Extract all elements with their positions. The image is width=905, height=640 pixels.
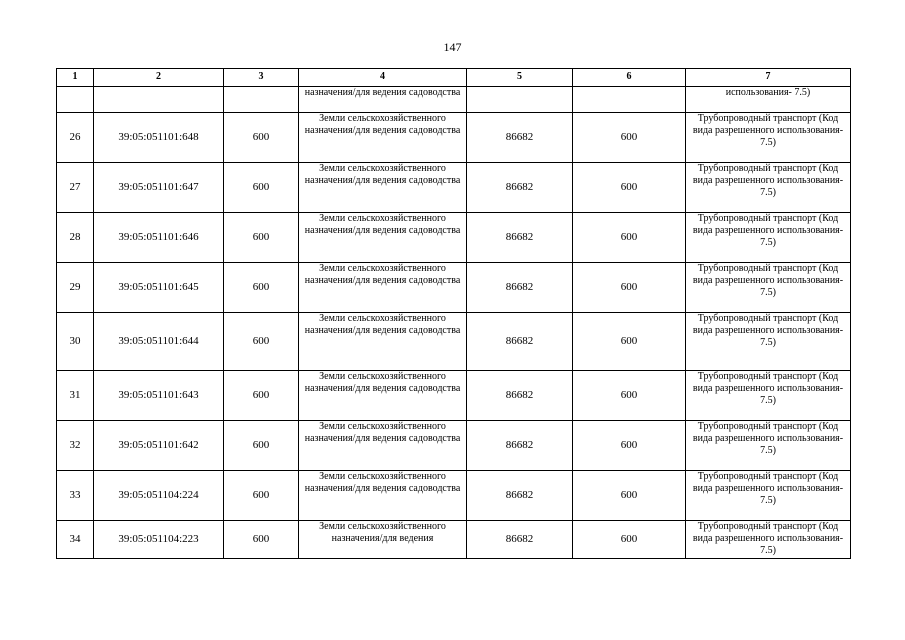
cell-category: Земли сельскохозяйственного назначения/для ведения садоводства [299, 263, 467, 313]
page-number: 147 [443, 40, 462, 54]
cell-cadastral: 39:05:051104:224 [94, 471, 224, 521]
cell-area: 600 [224, 263, 299, 313]
header-col-4: 4 [299, 69, 467, 87]
header-col-2: 2 [94, 69, 224, 87]
table-row [57, 371, 851, 421]
cell-val5: 86682 [467, 371, 573, 421]
cell-area: 600 [224, 213, 299, 263]
cell-num: 29 [57, 263, 94, 313]
cell-area [224, 87, 299, 113]
land-plot-table [56, 68, 851, 559]
cell-category: Земли сельскохозяйственного назначения/для ведения садоводства [299, 421, 467, 471]
cell-cadastral: 39:05:051101:646 [94, 213, 224, 263]
table-row [57, 213, 851, 263]
cell-cadastral: 39:05:051101:642 [94, 421, 224, 471]
continuation-row [57, 87, 851, 113]
cell-cadastral: 39:05:051101:647 [94, 163, 224, 213]
table-row [57, 421, 851, 471]
cell-use: Трубопроводный транспорт (Код вида разрешенного использования- 7.5) [686, 263, 851, 313]
cell-cadastral [94, 87, 224, 113]
cell-val6: 600 [573, 521, 686, 559]
cell-val5: 86682 [467, 313, 573, 371]
cell-area: 600 [224, 163, 299, 213]
cell-area: 600 [224, 521, 299, 559]
cell-cadastral: 39:05:051101:648 [94, 113, 224, 163]
header-col-6: 6 [573, 69, 686, 87]
cell-val5 [467, 87, 573, 113]
cell-num: 32 [57, 421, 94, 471]
cell-use: Трубопроводный транспорт (Код вида разрешенного использования- 7.5) [686, 521, 851, 559]
cell-val5: 86682 [467, 163, 573, 213]
cell-num: 30 [57, 313, 94, 371]
cell-cadastral: 39:05:051101:643 [94, 371, 224, 421]
header-col-1: 1 [57, 69, 94, 87]
table-row [57, 471, 851, 521]
cell-val5: 86682 [467, 213, 573, 263]
cell-use: использования- 7.5) [686, 87, 851, 113]
cell-category: Земли сельскохозяйственного назначения/для ведения садоводства [299, 371, 467, 421]
cell-use: Трубопроводный транспорт (Код вида разрешенного использования- 7.5) [686, 313, 851, 371]
cell-num: 28 [57, 213, 94, 263]
cell-category: Земли сельскохозяйственного назначения/для ведения садоводства [299, 163, 467, 213]
cell-val6: 600 [573, 421, 686, 471]
cell-num: 31 [57, 371, 94, 421]
cell-category: назначения/для ведения садоводства [299, 87, 467, 113]
cell-area: 600 [224, 113, 299, 163]
cell-use: Трубопроводный транспорт (Код вида разрешенного использования- 7.5) [686, 213, 851, 263]
cell-use: Трубопроводный транспорт (Код вида разрешенного использования- 7.5) [686, 113, 851, 163]
cell-use: Трубопроводный транспорт (Код вида разрешенного использования- 7.5) [686, 371, 851, 421]
table-row [57, 163, 851, 213]
header-row [57, 69, 851, 87]
cell-num: 27 [57, 163, 94, 213]
cell-cadastral: 39:05:051101:644 [94, 313, 224, 371]
cell-val6 [573, 87, 686, 113]
cell-area: 600 [224, 421, 299, 471]
cell-val6: 600 [573, 213, 686, 263]
cell-area: 600 [224, 471, 299, 521]
cell-val5: 86682 [467, 263, 573, 313]
cell-num [57, 87, 94, 113]
table-row [57, 313, 851, 371]
header-col-3: 3 [224, 69, 299, 87]
cell-val5: 86682 [467, 521, 573, 559]
header-col-5: 5 [467, 69, 573, 87]
cell-val6: 600 [573, 371, 686, 421]
cell-area: 600 [224, 313, 299, 371]
header-col-7: 7 [686, 69, 851, 87]
cell-val5: 86682 [467, 471, 573, 521]
cell-cadastral: 39:05:051104:223 [94, 521, 224, 559]
cell-cadastral: 39:05:051101:645 [94, 263, 224, 313]
table-row [57, 263, 851, 313]
cell-use: Трубопроводный транспорт (Код вида разрешенного использования- 7.5) [686, 421, 851, 471]
cell-use: Трубопроводный транспорт (Код вида разрешенного использования- 7.5) [686, 471, 851, 521]
cell-area: 600 [224, 371, 299, 421]
table-row [57, 113, 851, 163]
cell-val6: 600 [573, 313, 686, 371]
cell-category: Земли сельскохозяйственного назначения/для ведения садоводства [299, 313, 467, 371]
cell-num: 26 [57, 113, 94, 163]
cell-val5: 86682 [467, 113, 573, 163]
cell-category: Земли сельскохозяйственного назначения/для ведения [299, 521, 467, 559]
cell-val5: 86682 [467, 421, 573, 471]
cell-val6: 600 [573, 471, 686, 521]
cell-use: Трубопроводный транспорт (Код вида разрешенного использования- 7.5) [686, 163, 851, 213]
cell-num: 34 [57, 521, 94, 559]
cell-val6: 600 [573, 113, 686, 163]
cell-val6: 600 [573, 263, 686, 313]
cell-category: Земли сельскохозяйственного назначения/для ведения садоводства [299, 471, 467, 521]
cell-category: Земли сельскохозяйственного назначения/для ведения садоводства [299, 213, 467, 263]
cell-val6: 600 [573, 163, 686, 213]
cell-category: Земли сельскохозяйственного назначения/для ведения садоводства [299, 113, 467, 163]
cell-num: 33 [57, 471, 94, 521]
table-row [57, 521, 851, 559]
